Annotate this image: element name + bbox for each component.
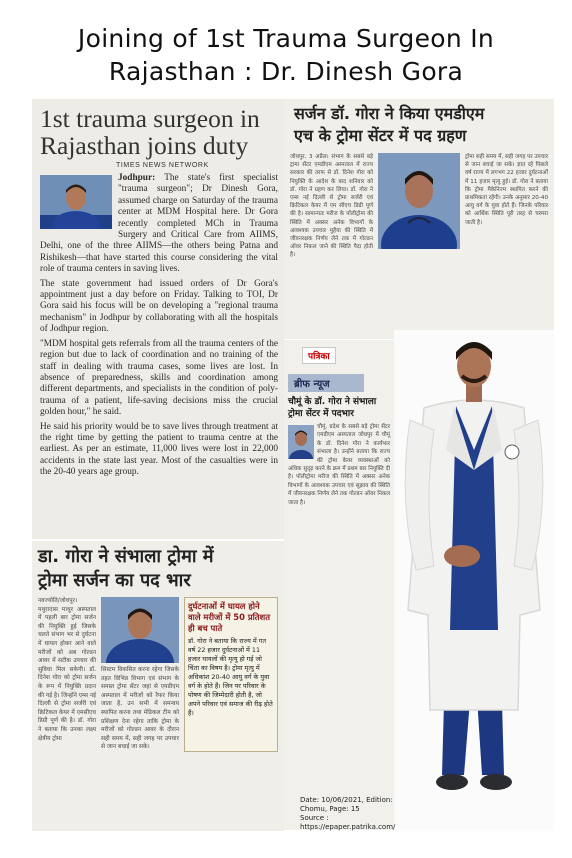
toi-paragraph-1: The state's first specialist "trauma surgeon"; Dr Dinesh Gora, assumed charge on Saturday of the trauma center at MDM Hospital here. Dr Gora recently completed MCh in Trauma Surgery and Critical Care from AIIMS, Delhi, one of the three AIIMS—the others being Patna and Rishikesh—that have started this course considering the vital role of trauma centers in saving lives. xyxy=(40,173,278,275)
toi-clipping xyxy=(32,99,284,539)
toi-article-body xyxy=(40,173,278,479)
doctor-thumbnail-photo xyxy=(40,175,112,229)
navjyoti-headline-line-1: डा. गोरा ने संभाला ट्रोमा में xyxy=(38,546,214,567)
navjyoti-column-2: सिस्टम विकसित करना रहेगा जिसके तहत विभिन्न विभाग एवं संभाग के समस्त ट्रोमा सेंटर जहां से एमडीएम अस्पताल में मरीजों को रैफर किया जाता है, उन सभी में समन्वय स्थापित करना तथा मेडिकल टीम को प्रशिक्षण देना रहेगा ताकि ट्रोमा के मरीजों को गोल्डन आवर के दौरान सही समय में, सही जगह पर उपचार से जान बचाई जा सके। xyxy=(101,667,179,751)
highlight-box-text: डॉ. गोरा ने बताया कि राज्य में गत वर्ष 22 हजार दुर्घटनाओं में 11 हजार घायलों की मृत्यु हो गई जो चिंता का विषय है। ट्रोमा मृत्यु में अधिकांश 20-40 आयु वर्ग के युवा वर्ग के होते हैं। जिन पर परिवार के पोषण की जिम्मेदारी होती है, जो अपने परिवार एवं समाज की रीढ़ होते हैं। xyxy=(188,637,273,717)
toi-paragraph-3: "MDM hospital gets referrals from all the trauma centers of the region but due to lack of coordination and no training of the staff in dealing with trauma cases, some lives are lost. In absence of preparedness, skills and coordination among different departments, and specialists in the condition of poly-trauma of a patient, life-saving decisions miss the crucial golden hour," he said. xyxy=(40,338,278,418)
toi-byline: TIMES NEWS NETWORK xyxy=(116,162,209,169)
brief-body xyxy=(288,423,390,507)
hindi-mdm-clipping xyxy=(284,99,554,339)
brief-thumbnail-photo xyxy=(288,425,314,459)
brief-body-text: चौमूं. प्रदेश के सबसे बड़े ट्रोमा सेंटर एमडीएम अस्पताल जोधपुर में चौमूं के डॉ. दिनेश गोरा ने कार्यभार संभाला है। उन्होंने बताया कि राज्य की ट्रोमा केयर व्यवस्थाओं को अधिक सुदृढ़ करने के क्रम में प्रथम बार नियुक्ति दी है। पॉलीट्रोमा मरीज की स्थिति में अक्सर अनेक विभागों के आवश्यक उपचार एवं सुझाव की स्थिति में जीवनरक्षक निर्णय लेने तक गोल्डन ऑवर निकल जाता है। xyxy=(288,424,390,506)
headline-line-1: Joining of 1st Trauma Surgeon In xyxy=(77,24,495,53)
navjyoti-highlight-box xyxy=(184,597,278,752)
brief-headline: चौमूं के डॉ. गोरा ने संभाला ट्रोमा सेंटर में पदभार xyxy=(288,397,377,419)
headline-line-2: Rajasthan : Dr. Dinesh Gora xyxy=(108,57,464,86)
source-footer xyxy=(300,796,400,832)
toi-headline xyxy=(40,105,278,159)
navjyoti-headline-line-2: ट्रोमा सर्जन का पद भार xyxy=(38,570,191,591)
source-label: Source : xyxy=(300,814,329,822)
mdm-headline-line-2: एच के ट्रोमा सेंटर में पद ग्रहण xyxy=(294,126,467,145)
mdm-column-3: ट्रोमा सही समय में, सही जगह पर उपचार से जान बचाई जा सके। ज्ञात रहे पिछले वर्ष राज्य में लगभग 22 हजार दुर्घटनाओं में 11 हजार मृत्यु हुई। डॉ. गोरा ने बताया कि ट्रोमा मैकेनिज्म स्थापित करने की प्राथमिकता रहेगी। उनके अनुसार 20-40 आयु वर्ग के युवा होते हैं। जिनके परिवार को आर्थिक स्थिति पूरी तरह से चरमरा जाती है। xyxy=(465,154,548,226)
source-date: Date: 10/06/2021, Edition: Chomu, Page: 15 xyxy=(300,796,393,813)
patrika-logo: पत्रिका xyxy=(302,347,336,364)
source-url[interactable]: https://epaper.patrika.com/ xyxy=(300,823,396,831)
mdm-column-1: जोधपुर, 3 अप्रैल। संभाग के सबसे बड़े ट्रामा सेंटर एमडीएम अस्पताल में राज्य सरकार की तरफ से डॉ. दिनेश गोरा को नियुक्ति के आदेश के बाद शनिवार को डॉ. गोरा ने ग्रहण कर लिया। डॉ. गोरा ने एम्स नई दिल्ली से ट्रोमा सर्जरी एवं क्रिटिकल केयर में एम सीएच डिग्री पूर्ण की है। सामान्यतः मरीज के पॉलीट्रोमा की स्थिति में अक्सर अनेक विभागों के आवश्यक उपचार मुहैया की स्थिति में जीवनरक्षक निर्णय लेने तक में गोल्डन ऑवर निकल जाने की स्थिति पैदा होती है। xyxy=(290,154,373,259)
toi-paragraph-4: He said his priority would be to save lives through treatment at the right time by getting the patient to trauma centre at the earliest. As per an estimate, 11,000 lives were lost in 22,000 accidents in the state last year. Most of the casualties were in the 20-40 years age group. xyxy=(40,421,278,478)
mdm-photo xyxy=(378,153,460,260)
navjyoti-clipping xyxy=(32,541,284,831)
highlight-box-title: दुर्घटनाओं में घायल होने वाले मरीजों में 50 प्रतिशत ही बच पाते xyxy=(188,601,270,633)
navjyoti-column-1: नवज्योति/जोधपुर। मथुरादास माथुर अस्पताल में पहली बार ट्रोमा सर्जन की नियुक्ति हुई जिसके चलते संभाग भर से दुर्घटना में घायल होकर आने वाले मरीजों को अब गोल्डन आवर में सटीक उपचार की सुविधा मिल सकेगी। डॉ. दिनेश गोरा को ट्रोमा सर्जन के रूप में नियुक्ति प्रदान की गई है। जिन्होंने एम्स नई दिल्ली से ट्रोमा सर्जरी एवं क्रिटिकल केयर में एमसीएच डिग्री पूर्ण की है। डॉ. गोरा ने बताया कि उनका लक्ष्य क्षेत्रीय ट्रोमा xyxy=(38,598,96,742)
page-headline xyxy=(0,22,572,88)
navjyoti-photo xyxy=(101,597,179,663)
toi-dateline: Jodhpur: xyxy=(118,173,156,183)
toi-paragraph-2: The state government had issued orders of Dr Gora's appointment just a day before on Friday. Talking to TOI, Dr Gora said his focus will be on developing a "regional trauma mechanism" in Jodhpur by collaborating with all the hospitals of Jodhpur region. xyxy=(40,278,278,335)
patrika-brief-clipping xyxy=(284,340,394,830)
toi-headline-line-2: Rajasthan joins duty xyxy=(40,131,249,160)
mdm-headline-line-1: सर्जन डॉ. गोरा ने किया एमडीएम xyxy=(294,104,485,123)
mdm-headline xyxy=(294,103,548,147)
toi-headline-line-1: 1st trauma surgeon in xyxy=(40,104,260,133)
doctor-portrait-photo xyxy=(394,330,554,830)
navjyoti-headline xyxy=(38,545,278,593)
brief-news-tag: ब्रीफ न्यूज xyxy=(288,374,364,392)
